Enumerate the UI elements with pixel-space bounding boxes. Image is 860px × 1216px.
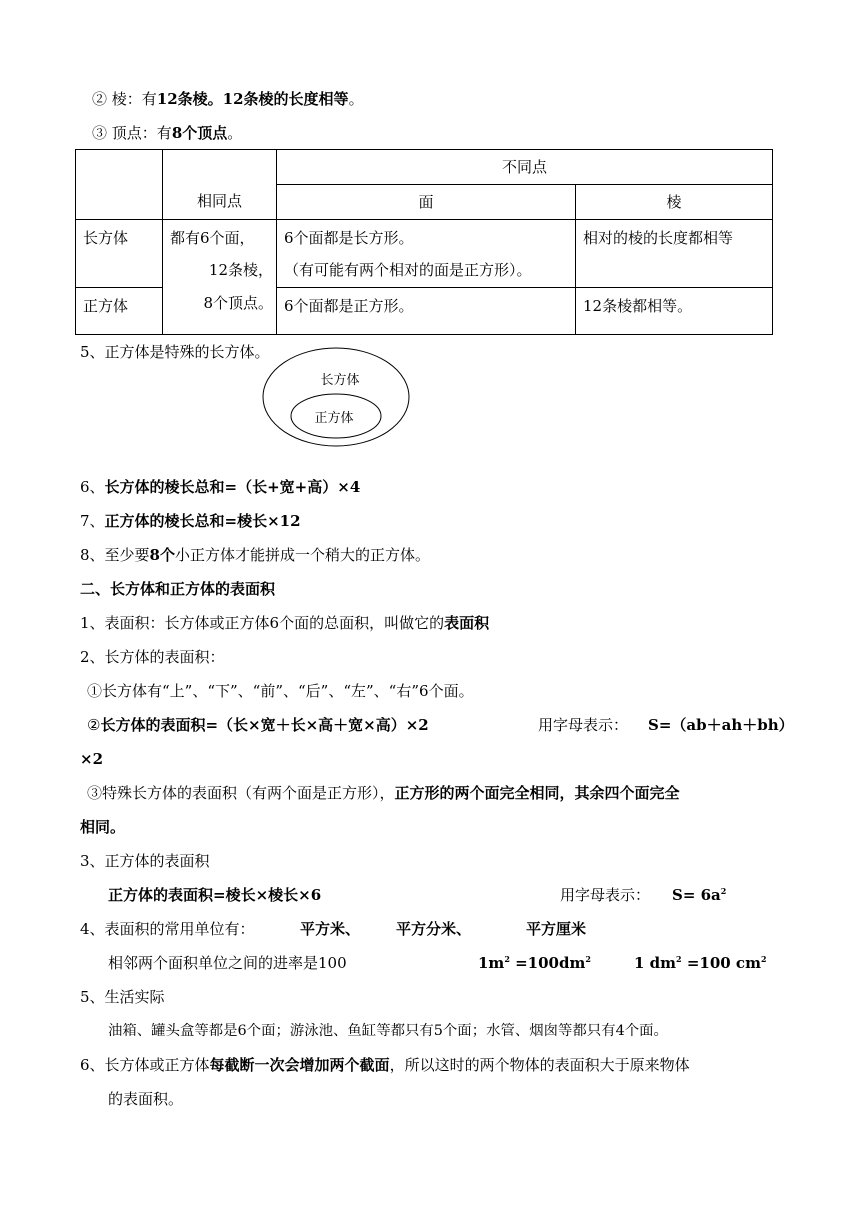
- inner-label: 正方体: [314, 411, 354, 426]
- line-s2: 2、长方体的表面积：: [80, 648, 225, 666]
- eq: 1 dm: [634, 954, 677, 972]
- row-name: 正方体: [76, 288, 163, 335]
- bold: 每截断一次会增加两个截面: [209, 1056, 390, 1074]
- line-s1: [80, 613, 489, 633]
- text: 小正方体才能拼成一个稍大的正方体。: [174, 546, 430, 564]
- formula: 长方体的棱长总和=（长+宽+高）×4: [104, 478, 361, 496]
- face-cell: [277, 220, 576, 288]
- venn-diagram: [262, 346, 412, 448]
- text: 6、长方体或正方体: [80, 1056, 210, 1074]
- rate-text: 相邻两个面积单位之间的进率是100: [108, 954, 347, 972]
- edge-cell: 相对的棱的长度都相等: [576, 220, 773, 288]
- letter-label: 用字母表示：: [560, 886, 651, 904]
- text: ③特殊长方体的表面积（有两个面是正方形），: [87, 784, 395, 802]
- line-8: [80, 545, 430, 565]
- letter-formula-cont: ×2: [80, 750, 104, 768]
- bold: 表面积: [444, 614, 490, 632]
- header-edge: 棱: [576, 185, 773, 220]
- sup: 2: [676, 954, 682, 964]
- edge-label: 棱：有: [111, 90, 157, 108]
- line-s2-3: [87, 783, 680, 803]
- line-7: [80, 511, 301, 531]
- line-s4: 4、表面积的常用单位有：: [80, 920, 255, 938]
- letter-label: 用字母表示：: [538, 716, 629, 734]
- period: 。: [348, 90, 364, 108]
- line-s5: 5、生活实际: [80, 988, 165, 1006]
- vertex-bold: 8个顶点: [171, 124, 228, 142]
- num: 6、: [80, 478, 105, 496]
- bold: 正方形的两个面完全相同，其余四个面完全: [394, 784, 680, 802]
- header-face: 面: [277, 185, 576, 220]
- bold: 8个: [149, 546, 175, 564]
- line-s2-3-cont: 相同。: [80, 818, 126, 836]
- item-number: ③: [92, 124, 108, 142]
- eq: =100dm: [509, 954, 586, 972]
- face-text: 6个面都是长方形。: [284, 229, 414, 247]
- vertex-line: [92, 123, 242, 143]
- edge-cell: 12条棱都相等。: [576, 288, 773, 335]
- sup: 2: [760, 954, 767, 964]
- outer-ellipse: [263, 348, 409, 446]
- item-number: ②: [92, 90, 108, 108]
- text: 1、表面积：长方体或正方体6个面的总面积，叫做它的: [80, 614, 445, 632]
- same-text: 都有6个面，: [170, 229, 255, 247]
- sup: 2: [585, 954, 591, 964]
- formula: 长方体的表面积=（长×宽＋长×高＋宽×高）×2: [100, 716, 429, 734]
- line-s3: 3、正方体的表面积: [80, 852, 210, 870]
- text: 8、至少要: [80, 546, 150, 564]
- text: ，所以这时的两个物体的表面积大于原来物体: [389, 1056, 690, 1074]
- line-6: [80, 477, 360, 497]
- line-5: 5、正方体是特殊的长方体。: [80, 343, 270, 361]
- vertex-label: 顶点：有: [111, 124, 172, 142]
- num: ②: [87, 716, 101, 734]
- expr: S= 6a: [672, 886, 721, 904]
- cube-formula: 正方体的表面积=棱长×棱长×6: [108, 886, 322, 904]
- unit-2: 平方分米、: [396, 920, 472, 938]
- section-heading: 二、长方体和正方体的表面积: [80, 580, 276, 598]
- sup: 2: [720, 886, 727, 896]
- formula: 正方体的棱长总和=棱长×12: [104, 512, 301, 530]
- comparison-table: [75, 149, 773, 335]
- sup: 2: [504, 954, 510, 964]
- header-diff: 不同点: [277, 150, 773, 185]
- num: 7、: [80, 512, 105, 530]
- edge-bold: 12条棱。12条棱的长度相等: [156, 90, 349, 108]
- header-same: 相同点: [163, 150, 277, 220]
- face-note: （有可能有两个相对的面是正方形）。: [284, 261, 532, 279]
- same-text: 8个顶点。: [203, 294, 273, 312]
- line-s6-cont: 的表面积。: [108, 1090, 184, 1108]
- table-corner: [76, 150, 163, 220]
- edge-line: [92, 89, 364, 109]
- face-cell: 6个面都是正方形。: [277, 288, 576, 335]
- line-s6: [80, 1055, 690, 1075]
- letter-formula: S=（ab＋ah＋bh）: [648, 716, 794, 734]
- unit-3: 平方厘米: [526, 920, 587, 938]
- same-text: 12条棱，: [208, 261, 273, 279]
- eq: =100 cm: [681, 954, 761, 972]
- line-s2-2: [87, 715, 429, 735]
- unit-1: 平方米、: [300, 920, 361, 938]
- unit-eq-2: [634, 953, 767, 973]
- line-s2-1: ①长方体有“上”、“下”、“前”、“后”、“左”、“右”6个面。: [87, 682, 474, 700]
- outer-label: 长方体: [320, 373, 360, 388]
- cube-letter-formula: [672, 885, 726, 905]
- row-name: 长方体: [76, 220, 163, 288]
- period: 。: [227, 124, 243, 142]
- unit-eq-1: [478, 953, 591, 973]
- life-examples: 油箱、罐头盒等都是6个面；游泳池、鱼缸等都只有5个面；水管、烟囱等都只有4个面。: [108, 1023, 668, 1039]
- same-cell: [163, 220, 277, 335]
- eq: 1m: [478, 954, 505, 972]
